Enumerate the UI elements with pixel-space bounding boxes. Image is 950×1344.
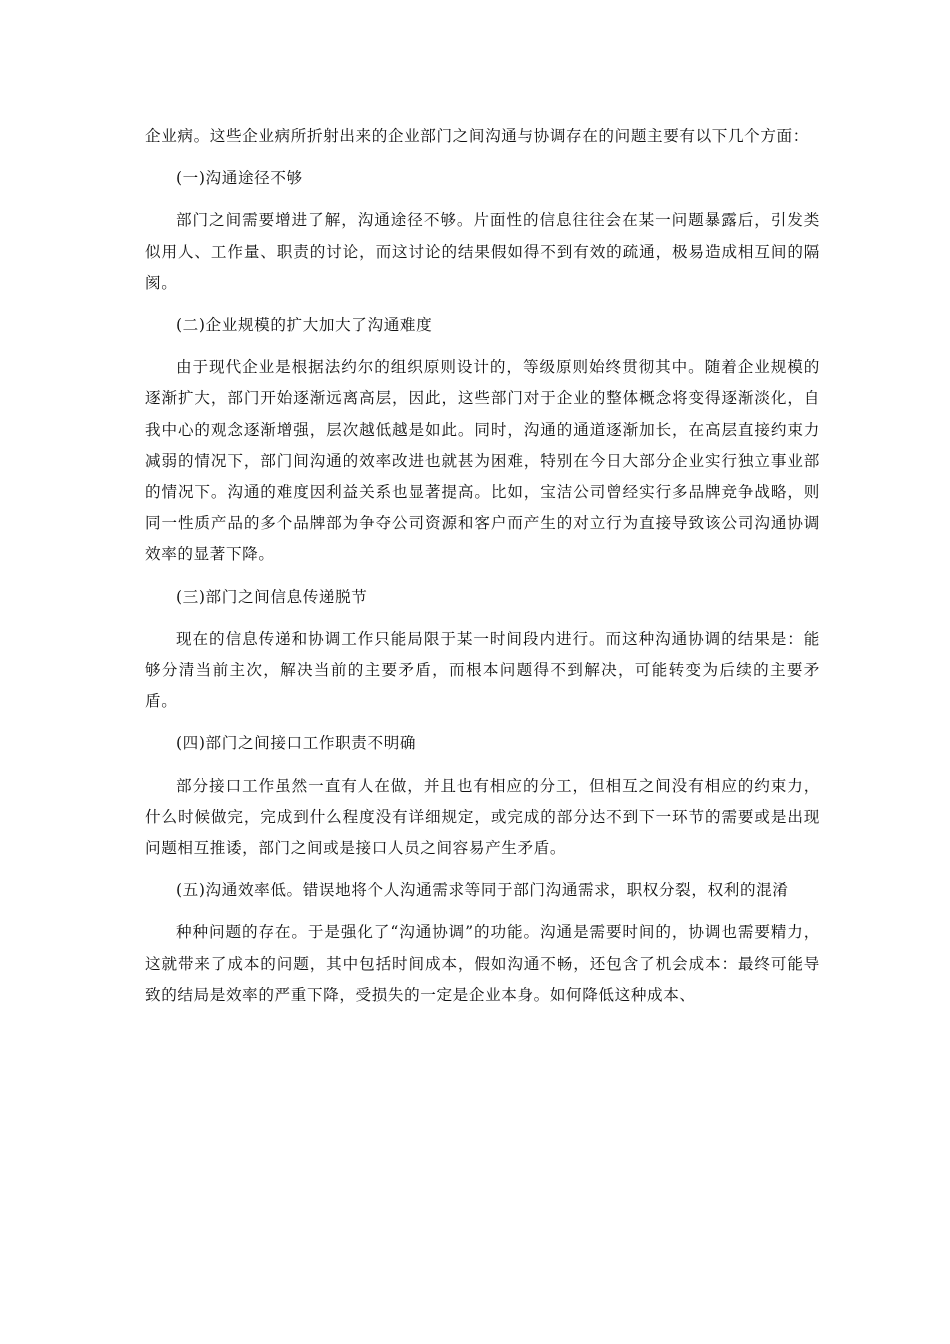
section-body-2: 由于现代企业是根据法约尔的组织原则设计的，等级原则始终贯彻其中。随着企业规模的逐渐扩大，部门开始逐渐远离高层，因此，这些部门对于企业的整体概念将变得逐渐淡化，自我中心的观念逐渐增强，层次越低越是如此。同时，沟通的通道逐渐加长，在高层直接约束力减弱的情况下，部门间沟通的效率改进也就甚为困难，特别在今日大部分企业实行独立事业部的情况下。沟通的难度因利益关系也显著提高。比如，宝洁公司曾经实行多品牌竞争战略，则同一性质产品的多个品牌部为争夺公司资源和客户而产生的对立行为直接导致该公司沟通协调效率的显著下降。 xyxy=(145,358,820,564)
intro-paragraph: 企业病。这些企业病所折射出来的企业部门之间沟通与协调存在的问题主要有以下几个方面： xyxy=(145,127,809,145)
section-heading-1: (一)沟通途径不够 xyxy=(176,169,303,188)
section-heading-4: (四)部门之间接口工作职责不明确 xyxy=(176,734,417,753)
section-heading-3: (三)部门之间信息传递脱节 xyxy=(176,587,368,606)
section-heading-2: (二)企业规模的扩大加大了沟通难度 xyxy=(176,316,433,335)
section-body-1: 部门之间需要增进了解，沟通途径不够。片面性的信息往往会在某一问题暴露后，引发类似用人、工作量、职责的讨论，而这讨论的结果假如得不到有效的疏通，极易造成相互间的隔阂。 xyxy=(145,211,820,292)
section-body-5: 种种问题的存在。于是强化了“沟通协调”的功能。沟通是需要时间的，协调也需要精力，这就带来了成本的问题，其中包括时间成本，假如沟通不畅，还包含了机会成本：最终可能导致的结局是效率的严重下降，受损失的一定是企业本身。如何降低这种成本、 xyxy=(145,923,820,1004)
section-body-3: 现在的信息传递和协调工作只能局限于某一时间段内进行。而这种沟通协调的结果是：能够分清当前主次，解决当前的主要矛盾，而根本问题得不到解决，可能转变为后续的主要矛盾。 xyxy=(145,629,820,711)
section-body-4: 部分接口工作虽然一直有人在做，并且也有相应的分工，但相互之间没有相应的约束力，什么时候做完，完成到什么程度没有详细规定，或完成的部分达不到下一环节的需要或是出现问题相互推诿，部门之间或是接口人员之间容易产生矛盾。 xyxy=(145,776,820,858)
document-body xyxy=(145,121,820,1011)
section-heading-5: (五)沟通效率低。错误地将个人沟通需求等同于部门沟通需求，职权分裂，权利的混淆 xyxy=(176,881,789,900)
